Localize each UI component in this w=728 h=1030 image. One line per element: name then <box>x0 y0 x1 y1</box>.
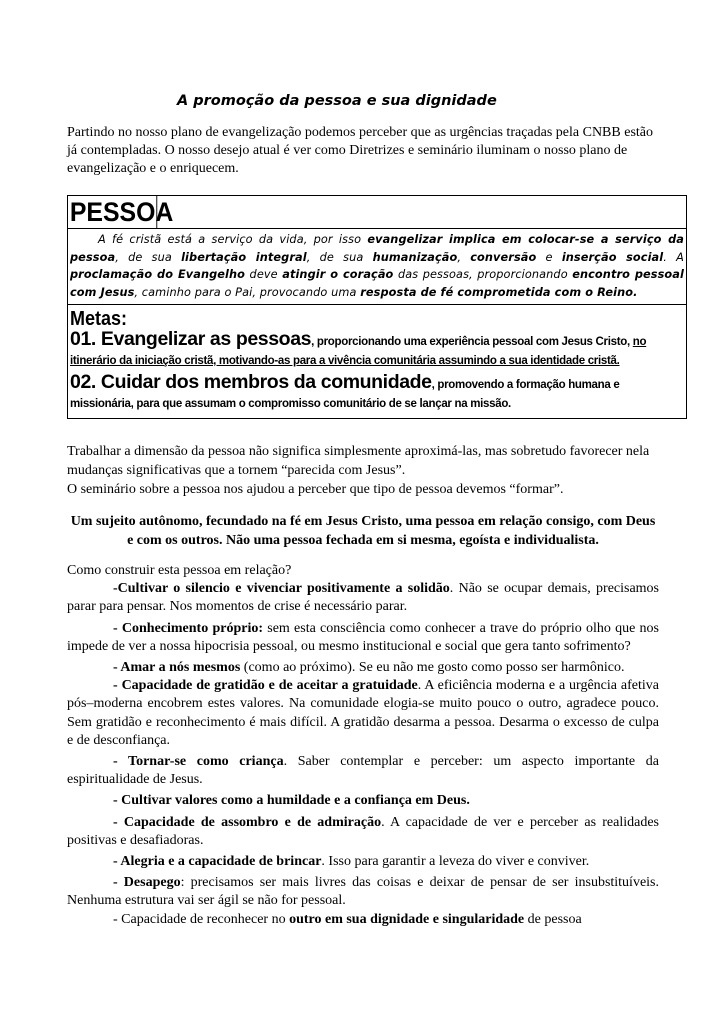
pessoa-box-header <box>68 196 686 229</box>
list-item: - Tornar-se como criança. Saber contemplar e perceber: um aspecto importante da espiritualidade de Jesus. <box>67 754 659 788</box>
document-title: A promoção da pessoa e sua dignidade <box>177 93 497 109</box>
highlight-statement: Um sujeito autônomo, fecundado na fé em Jesus Cristo, uma pessoa em relação consigo, com Deus e com os outros. Não uma pessoa fechada em si mesma, egoísta e individualista. <box>70 514 656 548</box>
list-item: - Capacidade de reconhecer no outro em sua dignidade e singularidade de pessoa <box>113 911 582 927</box>
construction-list <box>67 562 659 929</box>
list-item: - Amar a nós mesmos (como ao próximo). Se eu não me gosto como posso ser harmônico. <box>113 660 625 676</box>
section-2-line-1: Trabalhar a dimensão da pessoa não significa simplesmente aproximá-las, mas sobretudo favorecer nela mudanças significativas que a tornem “parecida com Jesus”. <box>67 444 650 478</box>
meta-1: 01. Evangelizar as pessoas, proporcionando uma experiência pessoal com Jesus Cristo, no itinerário da iniciação cristã, motivando-as para a vivência comunitária assumindo a sua identidade cristã. <box>70 328 647 367</box>
list-item: - Desapego: precisamos ser mais livres das coisas e deixar de pensar de ser insubstituíveis. Nenhuma estrutura vai ser ágil se não for pessoal. <box>67 875 660 909</box>
metas-section <box>68 305 686 418</box>
pessoa-box <box>67 195 687 419</box>
list-item: - Capacidade de gratidão e de aceitar a gratuidade. A eficiência moderna e a urgência afetiva pós–moderna encobrem estes valores. Na comunidade elogia-se muito pouco o outro, agradece pouco. Sem gratidão e reconhecimento é mais difícil. A gratidão desarma a pessoa. Desarma o excesso de culpa e de desconfiança. <box>67 678 659 748</box>
pessoa-description: A fé cristã está a serviço da vida, por isso evangelizar implica em colocar-se a serviço da pessoa, de sua libertação integral, de sua humanização, conversão e inserção social. A proclamação do Evangelho deve atingir o coração das pessoas, proporcionando encontro pessoal com Jesus, caminho para o Pai, provocando uma resposta de fé comprometida com o Reino. <box>68 229 686 305</box>
list-item: - Alegria e a capacidade de brincar. Isso para garantir a leveza do viver e conviver. <box>113 854 590 870</box>
section-2 <box>67 442 659 499</box>
intro-paragraph: Partindo no nosso plano de evangelização podemos perceber que as urgências traçadas pela CNBB estão já contempladas. O nosso desejo atual é ver como Diretrizes e seminário iluminam o nosso plano de evangelização e o enriquecem. <box>67 125 653 176</box>
list-item: - Capacidade de assombro e de admiração. A capacidade de ver e perceber as realidades positivas e desafiadoras. <box>67 814 659 848</box>
pessoa-heading: PESSOA <box>69 197 174 227</box>
list-question: Como construir esta pessoa em relação? <box>67 563 292 578</box>
list-item: -Cultivar o silencio e vivenciar positivamente a solidão. Não se ocupar demais, precisamos parar para pensar. Nos momentos de crise é necessário parar. <box>67 581 660 615</box>
list-item: - Cultivar valores como a humildade e a confiança em Deus. <box>113 793 470 809</box>
meta-2: 02. Cuidar dos membros da comunidade, promovendo a formação humana e missionária, para que assumam o compromisso comunitário de se lançar na missão. <box>70 371 620 410</box>
list-item: - Conhecimento próprio: sem esta consciência como conhecer a trave do próprio olho que nos impede de ver a nossa hipocrisia pessoal, ou mesmo institucional e social que gera tanto sofrimento? <box>67 620 659 654</box>
metas-title: Metas: <box>70 308 128 330</box>
section-2-line-2: O seminário sobre a pessoa nos ajudou a perceber que tipo de pessoa devemos “formar”. <box>67 482 564 497</box>
